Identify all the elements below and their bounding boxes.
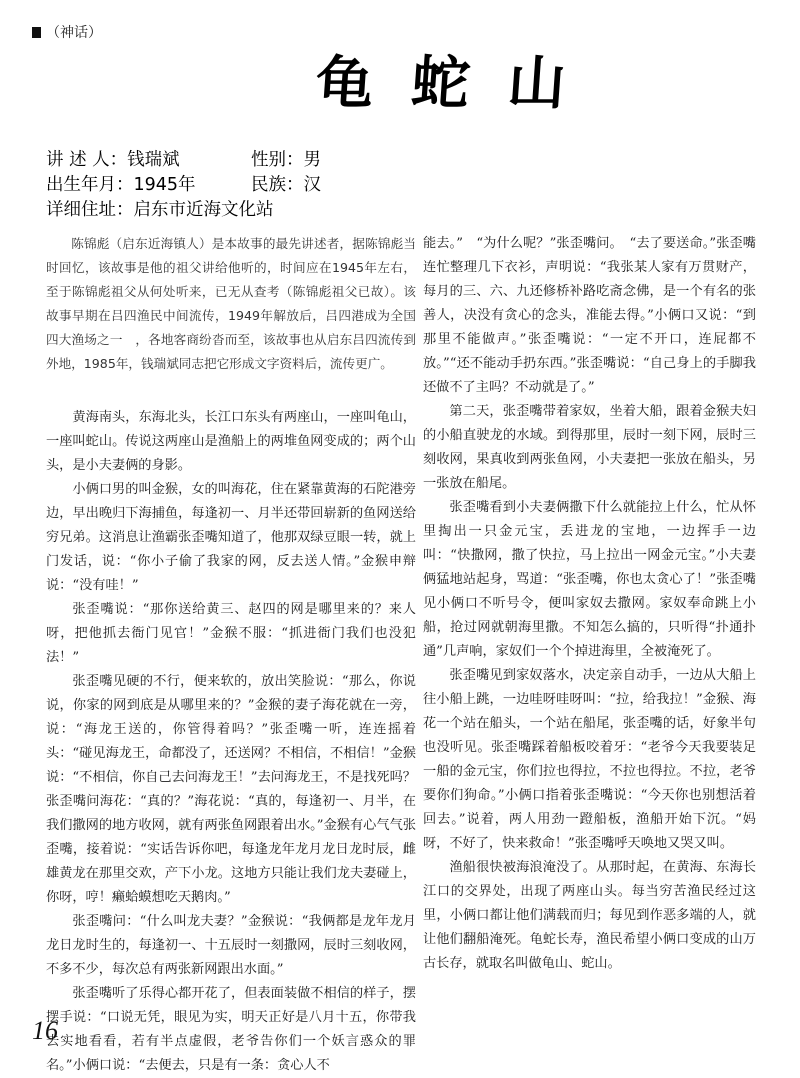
story-paragraph: 张歪嘴见到家奴落水，决定亲自动手，一边从大船上往小船上跳，一边哇呀哇呀叫：“拉，给我拉！”金猴、海花一个站在船头，一个站在船尾，张歪嘴的话，好象半句也没听见。张歪嘴踩着船板咬着牙：“老爷今天我要装足一船的金元宝，你们拉也得拉，不拉也得拉。不拉，老爷要你们狗命。”小俩口指着张歪嘴说：“今天你也别想活着回去。”说着，两人用劲一蹬船板，渔船开始下沉。“妈呀，不好了，快来救命！”张歪嘴呼天唤地又哭又叫。 — [423, 668, 756, 851]
preface-paragraph: 陈锦彪（启东近海镇人）是本故事的最先讲述者，据陈锦彪当时回忆，该故事是他的祖父讲给他听的，时间应在1945年左右，至于陈锦彪祖父从何处听来，已无从查考（陈锦彪祖父已故）。该故事早期在吕四渔民中间流传，1949年解放后，吕四港成为全国四大渔场之一 ，各地客商纷沓而至，该故事也从启东吕四流传到外地，1985年，钱瑞斌同志把它形成文字资料后，流传更广。 — [46, 236, 416, 371]
address-value: 启东市近海文化站 — [133, 200, 274, 220]
left-column — [46, 232, 416, 1078]
story-paragraph: 张歪嘴问：“什么叫龙夫妻？”金猴说：“我俩都是龙年龙月龙日龙时生的，每逢初一、十五辰时一刻撒网，辰时三刻收网，不多不少，每次总有两张新网跟出水面。” — [46, 914, 416, 977]
story-paragraph: 能去。” “为什么呢？”张歪嘴问。 “去了要送命。”张歪嘴连忙整理几下衣衫，声明说：“我张某人家有万贯财产，每月的三、六、九还修桥补路吃斋念佛，是一个有名的张善人，决没有贪心的念头，准能去得。”小俩口又说：“到那里不能做声。”张歪嘴说：“一定不开口，连屁都不放。”“还不能动手扔东西。”张歪嘴说：“自己身上的手脚我还做不了主吗？不动就是了。” — [423, 236, 756, 395]
info-row-narrator — [46, 148, 321, 173]
category-text: （神话） — [46, 25, 102, 41]
story-paragraph: 张歪嘴说：“那你送给黄三、赵四的网是哪里来的？来人呀，把他抓去衙门见官！”金猴不服：“抓进衙门我们也没犯法！” — [46, 602, 416, 665]
gender-value: 男 — [303, 150, 321, 170]
birth-value: 1945年 — [133, 175, 196, 195]
narrator-info — [46, 148, 321, 223]
right-column — [423, 232, 756, 976]
story-paragraph: 张歪嘴听了乐得心都开花了，但表面装做不相信的样子，摆摆手说：“口说无凭，眼见为实，明天正好是八月十五，你带我去实地看看，若有半点虚假，老爷告你们一个妖言惑众的罪名。”小俩口说：“去便去，只是有一条：贪心人不 — [46, 986, 416, 1073]
ethnicity-value: 汉 — [303, 175, 321, 195]
story-paragraph: 第二天，张歪嘴带着家奴，坐着大船，跟着金猴夫妇的小船直驶龙的水域。到得那里，辰时一刻下网，辰时三刻收网，果真收到两张鱼网，小夫妻把一张放在船头，另一张放在船尾。 — [423, 404, 756, 491]
story-paragraph: 渔船很快被海浪淹没了。从那时起，在黄海、东海长江口的交界处，出现了两座山头。每当穷苦渔民经过这里，小俩口都让他们满载而归；每见到作恶多端的人，就让他们翻船淹死。龟蛇长寿，渔民希望小俩口变成的山万古长存，就取名叫做龟山、蛇山。 — [423, 860, 756, 971]
info-row-address — [46, 198, 321, 223]
birth-label: 出生年月： — [46, 175, 134, 195]
page-title: 龟蛇山 — [313, 49, 607, 117]
gender-label: 性别： — [251, 150, 304, 170]
narrator-value: 钱瑞斌 — [127, 150, 180, 170]
page-number: 16 — [32, 1016, 58, 1045]
story-paragraph: 张歪嘴看到小夫妻俩撒下什么就能拉上什么，忙从怀里掏出一只金元宝，丢进龙的宝地，一边挥手一边叫：“快撒网，撒了快拉，马上拉出一网金元宝。”小夫妻俩猛地站起身，骂道：“张歪嘴，你也太贪心了！”张歪嘴见小俩口不听号令，便叫家奴去撒网。家奴奉命跳上小船，抢过网就朝海里撒。不知怎么搞的，只听得“扑通扑通”几声响，家奴们一个个掉进海里，全被淹死了。 — [423, 500, 756, 659]
story-paragraph: 黄海南头，东海北头，长江口东头有两座山，一座叫龟山，一座叫蛇山。传说这两座山是渔船上的两堆鱼网变成的；两个山头，是小夫妻俩的身影。 — [46, 410, 416, 473]
ethnicity-label: 民族： — [251, 175, 304, 195]
info-row-birth — [46, 173, 321, 198]
address-label: 详细住址： — [46, 200, 134, 220]
story-paragraph: 小俩口男的叫金猴，女的叫海花，住在紧靠黄海的石陀港旁边，早出晚归下海捕鱼，每逢初一、月半还带回崭新的鱼网送给穷兄弟。这消息让渔霸张歪嘴知道了，他那双绿豆眼一转，就上门发话，说：“你小子偷了我家的网，反去送人情。”金猴申辩说：“没有哇！” — [46, 482, 416, 593]
narrator-label: 讲 述 人： — [46, 150, 128, 170]
story-paragraph: 张歪嘴见硬的不行，便来软的，放出笑脸说：“那么，你说说，你家的网到底是从哪里来的？”金猴的妻子海花就在一旁，说：“海龙王送的，你管得着吗？”张歪嘴一听，连连摇着头：“碰见海龙王，命都没了，还送网？不相信，不相信！”金猴说：“不相信，你自己去问海龙王！”去问海龙王，不是找死吗？张歪嘴问海花：“真的？”海花说：“真的，每逢初一、月半，在我们撒网的地方收网，就有两张鱼网跟着出水。”金猴有心气气张歪嘴，接着说：“实话告诉你吧，每逢龙年龙月龙日龙时辰，雌雄黄龙在那里交欢，产下小龙。这地方只能让我们龙夫妻碰上，你呀，哼！癞蛤蟆想吃天鹅肉。” — [46, 674, 416, 905]
